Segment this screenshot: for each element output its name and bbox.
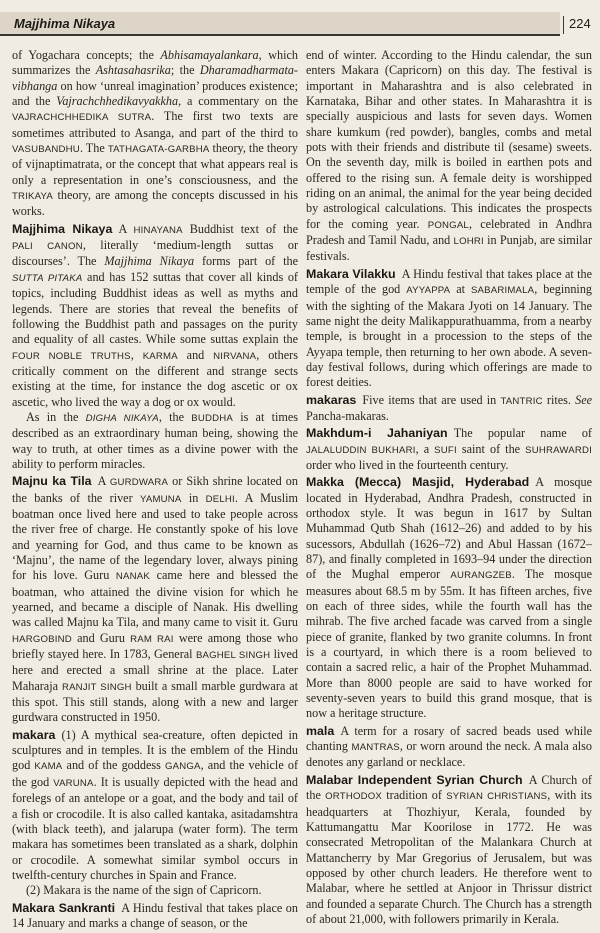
entry-headword: makara — [12, 727, 56, 742]
entry-paragraph — [12, 474, 298, 726]
entry-paragraph — [306, 267, 592, 391]
dictionary-entry — [306, 48, 592, 265]
entry-text: A term for a rosary of sacred beads used while chanting MANTRAS, or worn around the neck. A mala also denotes any garland or necklace. — [306, 723, 592, 770]
entry-paragraph — [306, 426, 592, 473]
right-column — [306, 48, 592, 929]
entry-text: The popular name of JALALUDDIN BUKHARI, a SUFI saint of the SUHRAWARDI order who lived in the fourteenth century. — [306, 426, 592, 472]
entry-paragraph — [12, 901, 298, 932]
entry-paragraph — [306, 773, 592, 927]
entry-paragraph — [12, 48, 298, 220]
dictionary-entry — [306, 773, 592, 927]
header-divider — [563, 16, 564, 34]
entry-text: Five items that are used in TANTRIC rites. See Pancha-makaras. — [306, 392, 593, 423]
entry-text: (2) Makara is the name of the sign of Capricorn. — [26, 883, 262, 898]
dictionary-entry — [306, 426, 592, 473]
entry-headword: Makara Sankranti — [12, 900, 116, 915]
entry-paragraph — [12, 222, 298, 410]
entry-paragraph — [306, 475, 592, 722]
dictionary-entry — [12, 222, 298, 473]
entry-text: As in the DIGHA NIKAYA, the BUDDHA is at times described as an extraordinary human being, showing the way to truth, at other times as a divine power with the ability to perform miracles. — [12, 409, 298, 471]
dictionary-entry — [306, 475, 592, 722]
entry-text: A HINAYANA Buddhist text of the PALI CANON, literally ‘medium-length suttas or discourses’. The Majjhima Nikaya forms part of the SUTTA PITAKA and has 152 suttas that cover all kinds of topics, including Buddhist ideas as well as myths and legends. There are stories that reveal the benefits of following the Buddhist path and passages on the purity and equality of all castes. While some suttas explain the FOUR NOBLE TRUTHS, KARMA and NIRVANA, others critically comment on the different and strange sects existing at the time, for instance the dog ascetic or ox ascetic, who lived the way a dog or ox would. — [12, 221, 298, 409]
dictionary-entry — [12, 901, 298, 932]
entry-text: A mosque located in Hyderabad, Andhra Pradesh, constructed in orthodox style. It was begun in 1617 by Sultan Muhammad Qutb Shah (1612–26) and added to by his sucessors, Abdullah (1626–72) and Abul Hassan (1672–87), and finally completed in 1693–94 under the direction of the Mughal emperor AURANGZEB. The mosque measures about 68.5 m by 55m. It has fifteen arches, five on each of three sides, while the fourth wall has the mihrab. The five arched facade was carved from a single piece of granite, flanked by two granite columns. In front is a courtyard, in which there is a room believed to contain a sacred relic, a hair of the Prophet Muhammad. More than 8000 people are said to have worked for seventy-seven years to build this grand mosque, that is now a heritage structure. — [306, 475, 592, 721]
entry-headword: Majjhima Nikaya — [12, 221, 113, 236]
entry-text: A Hindu festival that takes place at the temple of the god AYYAPPA at SABARIMALA, beginning with the sighting of the Makara Jyoti on 14 January. The same night the deity Malikappurathuamma, from a nearby temple, is brought in a procession to the steps of the Ayyapa temple, then returning to her own abode. A seven-day festival follows, during which offerings are made to forest deities. — [306, 266, 593, 390]
entry-paragraph — [12, 410, 298, 472]
entry-text: (1) A mythical sea-creature, often depicted in sculptures and in temples. It is the emblem of the Hindu god KAMA and of the goddess GANGA, and the vehicle of the god VARUNA. It is usually depicted with the head and forelegs of an antelope or a goat, and the body and tail of a fish or crocodile. It is also called kantaka, asitadamshtra (with black teeth), and jalarupa (water form). The term makara has sometimes been translated as a shark, dolphin or crocodile. A somewhat similar symbol occurs in twelfth-century churches in Spain and France. — [12, 727, 299, 882]
entry-paragraph — [306, 393, 592, 425]
dictionary-entry — [306, 393, 592, 425]
entry-headword: Malabar Independent Syrian Church — [306, 772, 523, 787]
entry-text: A Hindu festival that takes place on 14 January and marks a change of season, or the — [12, 900, 298, 930]
entry-text: A Church of the ORTHODOX tradition of SYRIAN CHRISTIANS, with its headquarters at Thozhiyur, Kerala, founded by Kattumangattu Mar Koorilose in 1772. He was consecrated Metropolitan of the Malankara Church at Mattancherry by Mar Gregorius of Jerusalem, but was opposed by other church leaders. He therefore went to Malabar, where he settled at Anjoor in Thrissur district and founded a separate Church. The Church has a strength of about 21,000, with followers primarily in Kerala. — [306, 772, 593, 926]
entry-headword: Makhdum-i Jahaniyan — [306, 426, 448, 441]
dictionary-entry — [12, 728, 298, 899]
entry-headword: Makka (Mecca) Masjid, Hyderabad — [306, 475, 530, 490]
page-number: 224 — [569, 16, 591, 31]
entry-paragraph — [306, 724, 592, 771]
entry-paragraph — [306, 48, 592, 265]
entry-text: A GURDWARA or Sikh shrine located on the banks of the river YAMUNA in DELHI. A Muslim boatman once lived here and used to take people across the river free of charge. He constantly spoke of his love and yearning for God, and thus came to be known as ‘Majnu’, the name of the legendary lover, always pining for his love. Guru NANAK came here and blessed the boatman, who attained the divine vision for which he yearned, and became a disciple of Nanak. His dwelling was called Majnu ka Tila, and many came to visit it. Guru HARGOBIND and Guru RAM RAI were among those who briefly stayed here. In 1783, General BAGHEL SINGH lived here and erected a small shrine at the place. Later Maharaja RANJIT SINGH built a small marble gurdwara at this spot. This still stands, along with a new and larger gurdwara constructed in 1950. — [12, 474, 299, 725]
entry-headword: makaras — [306, 392, 357, 407]
entry-paragraph — [12, 883, 298, 898]
entry-headword: Makara Vilakku — [306, 266, 396, 281]
left-column — [12, 48, 298, 933]
entry-headword: Majnu ka Tila — [12, 474, 92, 489]
entry-text: end of winter. According to the Hindu calendar, the sun enters Makara (Capricorn) on this day. The festival is important in Maharashtra and is also celebrated in Karnataka, Bihar and other states. In Maharashtra it is specially auspicious and lasts for seven days. Women share kumkum (red powder), bangles, combs and metal pots with their friends and distribute til (sesame) sweets. On the seventh day, milk is boiled in earthen pots and offered to the rising sun. A female deity is worshipped riding on an animal, the animal for the year being decided by astrological calculations. This indicates the prospects for the coming year. PONGAL, celebrated in Andhra Pradesh and Tamil Nadu, and LOHRI in Punjab, are similar festivals. — [306, 48, 593, 264]
dictionary-entry — [306, 724, 592, 771]
running-header — [0, 8, 600, 38]
dictionary-entry — [12, 48, 298, 220]
running-title: Majjhima Nikaya — [14, 16, 116, 31]
entry-text: of Yogachara concepts; the Abhisamayalankara, which summarizes the Ashtasahasrika; the Dharamadharmata-vibhanga on how ‘unreal imagination’ produces existence; and the Vajrachchhedikavyakkha, a commentary on the VAJRACHCHHEDIKA SUTRA. The first two texts are sometimes attributed to Asanga, and part of the third to VASUBANDHU. The TATHAGATA-GARBHA theory, the theory of vijnaptimatrata, or the concept that what appears real is only a representation in one’s consciousness, and the TRIKAYA theory, are among the concepts discussed in his works. — [12, 48, 299, 219]
dictionary-entry — [306, 267, 592, 391]
dictionary-entry — [12, 474, 298, 726]
entry-paragraph — [12, 728, 298, 883]
entry-headword: mala — [306, 723, 335, 738]
